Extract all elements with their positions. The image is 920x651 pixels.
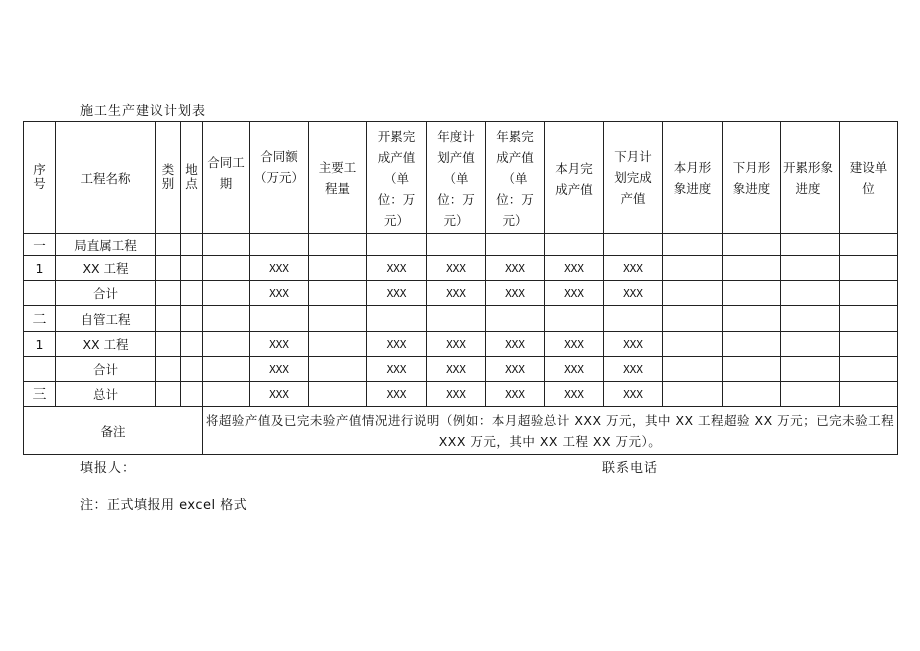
cell-annual-plan: XXX <box>427 256 486 281</box>
header-type: 类别 <box>156 122 181 234</box>
cell-annual-plan: XXX <box>427 382 486 407</box>
cell-next-month-plan: XXX <box>604 281 663 306</box>
header-row <box>24 122 898 234</box>
cell-year-cum: XXX <box>486 256 545 281</box>
table-row <box>24 234 898 256</box>
cell-next-month-plan: XXX <box>604 332 663 357</box>
header-year-cum: 年累完成产值（单位：万元） <box>486 122 545 234</box>
cell-amount: XXX <box>250 382 309 407</box>
header-seq: 序号 <box>24 122 56 234</box>
row-seq: 三 <box>24 382 56 407</box>
cell-amount: XXX <box>250 332 309 357</box>
header-cum-progress: 开累形象进度 <box>781 122 840 234</box>
cell-month-done: XXX <box>545 382 604 407</box>
cell-month-done: XXX <box>545 281 604 306</box>
cell-month-done: XXX <box>545 256 604 281</box>
table-row <box>24 281 898 306</box>
cell-amount: XXX <box>250 281 309 306</box>
remark-label: 备注 <box>24 407 203 455</box>
header-amount: 合同额（万元） <box>250 122 309 234</box>
table-row <box>24 332 898 357</box>
header-name: 工程名称 <box>56 122 156 234</box>
header-cum-output: 开累完成产值（单位：万元） <box>367 122 427 234</box>
table-row <box>24 306 898 332</box>
cell-amount: XXX <box>250 256 309 281</box>
header-month-progress: 本月形象进度 <box>663 122 723 234</box>
cell-month-done: XXX <box>545 357 604 382</box>
table-row <box>24 357 898 382</box>
filler-label: 填报人： <box>80 461 137 476</box>
cell-annual-plan: XXX <box>427 357 486 382</box>
header-main-qty: 主要工程量 <box>309 122 367 234</box>
cell-amount: XXX <box>250 357 309 382</box>
remark-text: 将超验产值及已完未验产值情况进行说明（例如：本月超验总计 XXX 万元，其中 XX 工程超验 XX 万元；已完未验工程 XXX 万元，其中 XX 工程 XX 万元）。 <box>203 407 898 455</box>
row-seq: 1 <box>24 256 56 281</box>
cell-next-month-plan: XXX <box>604 382 663 407</box>
table-row <box>24 256 898 281</box>
row-name: 自管工程 <box>56 306 156 332</box>
cell-cum-output: XXX <box>367 256 427 281</box>
footnote: 注：正式填报用 excel 格式 <box>80 498 248 513</box>
cell-annual-plan: XXX <box>427 281 486 306</box>
row-seq <box>24 281 56 306</box>
cell-next-month-plan: XXX <box>604 357 663 382</box>
row-name: 局直属工程 <box>56 234 156 256</box>
row-name: XX 工程 <box>56 332 156 357</box>
header-period: 合同工期 <box>203 122 250 234</box>
plan-table <box>23 121 898 455</box>
table-title: 施工生产建议计划表 <box>80 104 207 119</box>
contact-label: 联系电话 <box>602 461 659 476</box>
cell-cum-output: XXX <box>367 357 427 382</box>
header-annual-plan: 年度计划产值（单位：万元） <box>427 122 486 234</box>
cell-year-cum: XXX <box>486 357 545 382</box>
cell-next-month-plan: XXX <box>604 256 663 281</box>
header-next-progress: 下月形象进度 <box>723 122 781 234</box>
header-month-done: 本月完成产值 <box>545 122 604 234</box>
row-seq: 1 <box>24 332 56 357</box>
row-name: 合计 <box>56 357 156 382</box>
row-name: XX 工程 <box>56 256 156 281</box>
cell-cum-output: XXX <box>367 281 427 306</box>
cell-year-cum: XXX <box>486 281 545 306</box>
cell-cum-output: XXX <box>367 382 427 407</box>
row-seq: 二 <box>24 306 56 332</box>
header-builder: 建设单位 <box>840 122 898 234</box>
header-next-month-plan: 下月计划完成产值 <box>604 122 663 234</box>
cell-annual-plan: XXX <box>427 332 486 357</box>
row-seq <box>24 357 56 382</box>
cell-cum-output: XXX <box>367 332 427 357</box>
table-row <box>24 382 898 407</box>
cell-year-cum: XXX <box>486 382 545 407</box>
row-name: 总计 <box>56 382 156 407</box>
row-name: 合计 <box>56 281 156 306</box>
cell-month-done: XXX <box>545 332 604 357</box>
remark-row <box>24 407 898 455</box>
header-location: 地点 <box>181 122 203 234</box>
cell-year-cum: XXX <box>486 332 545 357</box>
row-seq: 一 <box>24 234 56 256</box>
